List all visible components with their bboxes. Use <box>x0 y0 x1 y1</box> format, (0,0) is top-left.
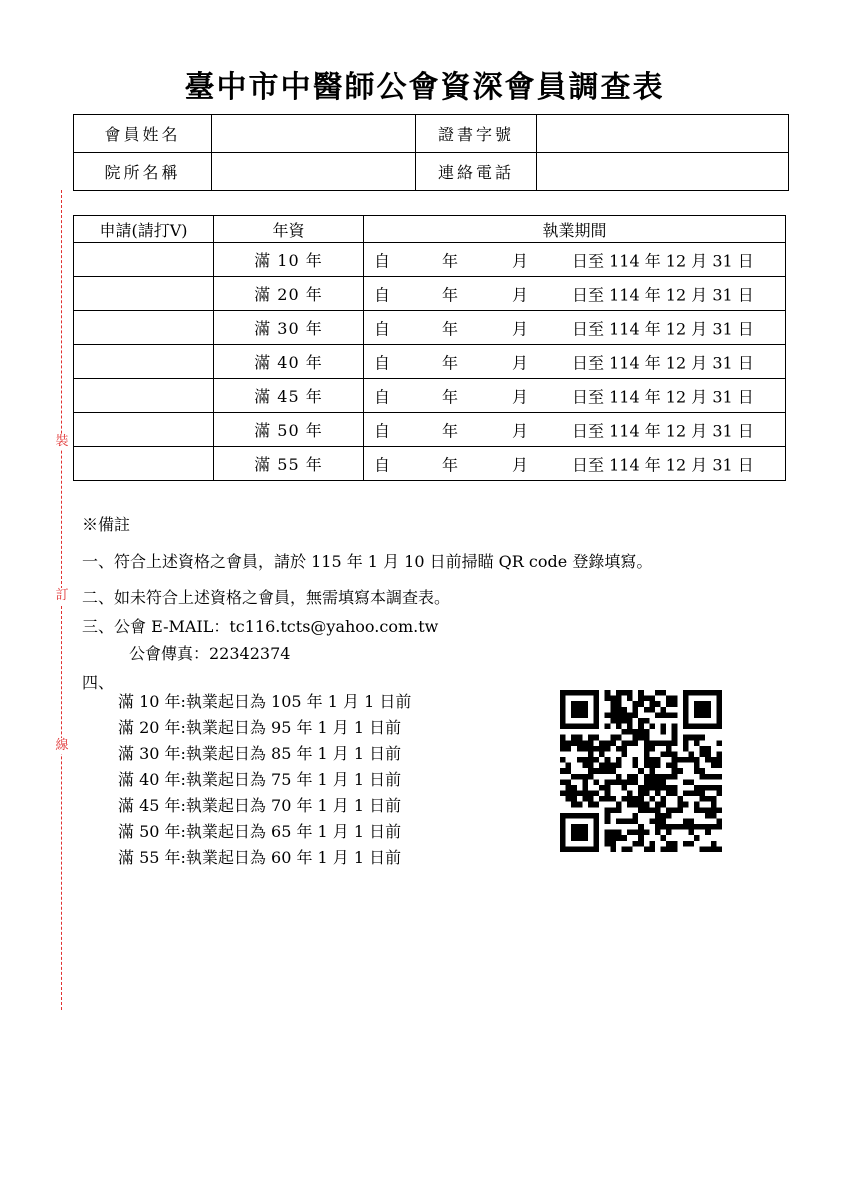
apply-header: 申請(請打V) <box>74 216 214 243</box>
period-month: 月 <box>512 251 529 270</box>
period-year: 年 <box>442 251 459 270</box>
phone-field[interactable] <box>537 153 789 191</box>
years-cell: 滿 10 年 <box>214 243 364 277</box>
period-month: 月 <box>512 455 529 474</box>
seniority-row <box>74 345 786 379</box>
period-cell <box>364 413 786 447</box>
period-month: 月 <box>512 387 529 406</box>
notes-heading: ※備註 <box>82 515 131 534</box>
period-month: 月 <box>512 421 529 440</box>
note-line-2: 二、如未符合上述資格之會員，無需填寫本調查表。 <box>82 588 451 607</box>
cert-number-field[interactable] <box>537 115 789 153</box>
note-line-4: 四、 <box>82 673 115 692</box>
seniority-row <box>74 447 786 481</box>
period-from: 自 <box>374 285 391 304</box>
requirement-line: 滿 55 年:執業起日為 60 年 1 月 1 日前 <box>118 848 402 867</box>
period-header: 執業期間 <box>364 216 786 243</box>
period-from: 自 <box>374 455 391 474</box>
years-cell: 滿 30 年 <box>214 311 364 345</box>
period-year: 年 <box>442 455 459 474</box>
apply-check-cell[interactable] <box>74 243 214 277</box>
period-year: 年 <box>442 319 459 338</box>
period-month: 月 <box>512 353 529 372</box>
years-cell: 滿 45 年 <box>214 379 364 413</box>
period-to: 日至 114 年 12 月 31 日 <box>572 421 754 440</box>
binding-char-3: 線 <box>55 738 69 753</box>
apply-check-cell[interactable] <box>74 311 214 345</box>
apply-check-cell[interactable] <box>74 345 214 379</box>
seniority-row <box>74 243 786 277</box>
requirement-line: 滿 20 年:執業起日為 95 年 1 月 1 日前 <box>118 718 402 737</box>
requirement-line: 滿 40 年:執業起日為 75 年 1 月 1 日前 <box>118 770 402 789</box>
period-cell <box>364 379 786 413</box>
years-cell: 滿 40 年 <box>214 345 364 379</box>
period-cell <box>364 345 786 379</box>
period-to: 日至 114 年 12 月 31 日 <box>572 285 754 304</box>
cert-number-label: 證書字號 <box>416 115 537 153</box>
period-cell <box>364 277 786 311</box>
notes-section <box>82 512 652 693</box>
requirement-line: 滿 30 年:執業起日為 85 年 1 月 1 日前 <box>118 744 402 763</box>
qr-code[interactable] <box>560 690 722 852</box>
period-year: 年 <box>442 353 459 372</box>
member-name-field[interactable] <box>212 115 416 153</box>
apply-check-cell[interactable] <box>74 447 214 481</box>
note-line-1: 一、符合上述資格之會員，請於 115 年 1 月 10 日前掃瞄 QR code 登錄填寫。 <box>82 552 653 571</box>
seniority-table <box>73 215 786 481</box>
apply-check-cell[interactable] <box>74 277 214 311</box>
phone-label: 連絡電話 <box>416 153 537 191</box>
period-from: 自 <box>374 421 391 440</box>
period-month: 月 <box>512 285 529 304</box>
period-from: 自 <box>374 353 391 372</box>
period-cell <box>364 447 786 481</box>
years-cell: 滿 55 年 <box>214 447 364 481</box>
seniority-row <box>74 311 786 345</box>
period-to: 日至 114 年 12 月 31 日 <box>572 353 754 372</box>
note-line-3: 三、公會 E-MAIL：tc116.tcts@yahoo.com.tw <box>82 617 439 636</box>
seniority-row <box>74 277 786 311</box>
member-info-table <box>73 114 789 191</box>
clinic-name-label: 院所名稱 <box>74 153 212 191</box>
period-month: 月 <box>512 319 529 338</box>
binding-char-2: 訂 <box>55 588 69 603</box>
period-cell <box>364 311 786 345</box>
apply-check-cell[interactable] <box>74 413 214 447</box>
period-from: 自 <box>374 319 391 338</box>
period-year: 年 <box>442 421 459 440</box>
years-cell: 滿 50 年 <box>214 413 364 447</box>
period-cell <box>364 243 786 277</box>
period-year: 年 <box>442 387 459 406</box>
period-year: 年 <box>442 285 459 304</box>
note-fax: 公會傳真：22342374 <box>129 644 291 663</box>
period-from: 自 <box>374 251 391 270</box>
years-cell: 滿 20 年 <box>214 277 364 311</box>
requirement-line: 滿 10 年:執業起日為 105 年 1 月 1 日前 <box>118 692 412 711</box>
seniority-row <box>74 413 786 447</box>
period-to: 日至 114 年 12 月 31 日 <box>572 455 754 474</box>
period-to: 日至 114 年 12 月 31 日 <box>572 251 754 270</box>
period-from: 自 <box>374 387 391 406</box>
apply-check-cell[interactable] <box>74 379 214 413</box>
clinic-name-field[interactable] <box>212 153 416 191</box>
years-header: 年資 <box>214 216 364 243</box>
form-title: 臺中市中醫師公會資深會員調查表 <box>184 70 665 105</box>
period-to: 日至 114 年 12 月 31 日 <box>572 319 754 338</box>
seniority-row <box>74 379 786 413</box>
member-name-label: 會員姓名 <box>74 115 212 153</box>
period-to: 日至 114 年 12 月 31 日 <box>572 387 754 406</box>
binding-char-1: 裝 <box>55 434 69 449</box>
requirement-line: 滿 50 年:執業起日為 65 年 1 月 1 日前 <box>118 822 402 841</box>
requirement-line: 滿 45 年:執業起日為 70 年 1 月 1 日前 <box>118 796 402 815</box>
